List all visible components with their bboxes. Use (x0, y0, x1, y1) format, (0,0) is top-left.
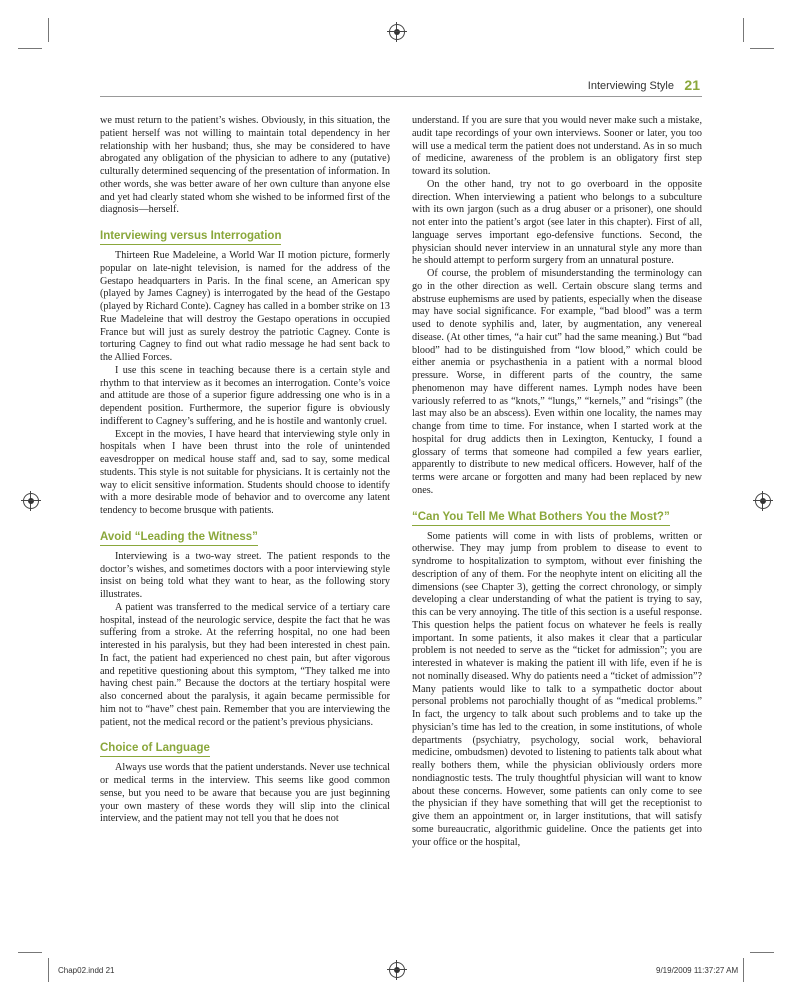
crop-mark (18, 48, 42, 49)
left-column (100, 115, 390, 826)
section-heading-text: Choice of Language (100, 741, 210, 757)
crop-mark (18, 952, 42, 953)
section-heading (100, 229, 390, 245)
section-heading (100, 741, 390, 757)
slug-filename: Chap02.indd 21 (58, 966, 115, 975)
paragraph: Interviewing is a two-way street. The patient responds to the doctor’s wishes, and sometimes doctors with a poor interviewing style insist on being told what they want to hear, as the following story illustrates. (100, 550, 390, 600)
crop-mark (750, 952, 774, 953)
paragraph: we must return to the patient’s wishes. Obviously, in this situation, the patient herself was not willing to maintain total dependency in her relationship with her husband; thus, she may be considered to have abrogated any obligation of the physician to adhere to any (putative) culturally determined sequencing of the presentation of information. In other words, she was better aware of her own culture than anyone else and yet had clearly stated whom she wished to be informed first of the diagnosis—herself. (100, 115, 390, 216)
registration-mark-icon (389, 962, 405, 978)
paragraph: understand. If you are sure that you would never make such a mistake, audit tape recordings of your own interviews. Sooner or later, you too will use a medical term the patient does not understand. As in so much of medicine, awareness of the problem is an obligatory first step toward its solution. (412, 115, 702, 177)
paragraph: On the other hand, try not to go overboard in the opposite direction. When interviewing a patient who belongs to a subculture with its own jargon (such as a drug abuser or a prisoner), one should not enter into the patient’s argot (see later in this chapter). First of all, language serves important ego-defensive functions. Second, the physician should never interview in an unnatural style any more than he should attempt to perform surgery from an unnatural posture. (412, 178, 702, 267)
registration-mark-icon (389, 24, 405, 40)
slug-timestamp: 9/19/2009 11:37:27 AM (656, 966, 739, 975)
paragraph: Always use words that the patient understands. Never use technical or medical terms in the interview. This seems like good common sense, but you need to be aware that because you are just beginning your own mastery of these words they will slip into the clinical interview, and the patient may not tell you that he does not (100, 762, 390, 825)
paragraph: A patient was transferred to the medical service of a tertiary care hospital, instead of the neurologic service, despite the fact that he was suffering from a stroke. At the referring hospital, no one had been interested in his paralysis, but they had been interested in chest pain. In fact, the patient had experienced no chest pain, but after vigorous and repetitive questioning about this symptom, “They talked me into having chest pain.” Because the doctors at the tertiary hospital were also concerned about the paralysis, it again became permissible for him not to “have” chest pain. Remember that you are interviewing the patient, not the medical record or the patient’s previous physicians. (100, 601, 390, 728)
crop-mark (48, 18, 49, 42)
registration-mark-icon (23, 493, 39, 509)
paragraph: Of course, the problem of misunderstanding the terminology can go in the other direction as well. Certain obscure slang terms and abstruse euphemisms are used by patients, especially when the disease may have social significance. For example, “bad blood” was a term used to denote syphilis and, later, by augmentation, any venereal disease. (At other times, “a hair cut” had the same meaning.) But “bad blood” had to be distinguished from “low blood,” which could be either anemia or psychasthenia in a patient with a normal blood pressure. Worse, in different parts of the country, the same phenomenon may have different names. Lymph nodes have been variously referred to as “knots,” “lungs,” “kernels,” and “risings” (the last may also be an abscess). Even within one locality, the names may change from time to time. For instance, when I started work at the hospital for drug addicts then in Lexington, Kentucky, I found a glossary of terms that someone had compiled a few years earlier, apparently to distribute to new medical officers. However, half of the terms were arcane or forgotten and many had been replaced by new ones. (412, 268, 702, 496)
paragraph: Except in the movies, I have heard that interviewing style only in hospitals when I have been thrust into the role of unintended eavesdropper on medical house staff and, sad to say, some medical students. This style is not suitable for physicians. It is certainly not the way to elicit sensitive information. Students should choose to identify with a more desirable mode of behavior and to overcome any latent tendency to become brusque with patients. (100, 428, 390, 516)
right-column (412, 115, 702, 849)
paragraph: Some patients will come in with lists of problems, written or otherwise. They may jump from problem to disease to event to syndrome to hospitalization to symptom, without ever finishing the description of any of them. For the neophyte intent on eliciting all the dimensions (see Chapter 3), getting the correct chronology, or simply developing a clear understanding of what the patient is trying to say, this can be very annoying. The title of this section is a useful response. This question helps the patient focus on whatever he feels is really important. In some patients, it also makes it clear that a particular problem is not needed to serve as the “ticket for admission”; you are interested in whatever is making the patient ill with life, even if he is not nominally diseased. Why do patients need a “ticket of admission”? Many patients would like to talk to a sympathetic doctor about personal problems not parochially thought of as “medical problems.” In fact, the urgency to talk about such problems and to take up the physician’s time has led to the creation, in some institutions, of whole departments (psychiatry, psychology, social work, behavioral medicine, ombudsmen) devoted to listening to patients talk about what really bothers them, while the physician obliviously orders more nondiagnostic tests. The truly thoughtful physician will want to know about these concerns. However, some patients can only come to see the physician if they have something that will get the receptionist to give them an appointment or, in larger institutions, that will satisfy some bureaucratic, algorithmic guideline. Once the patients get into your office or the hospital, (412, 530, 702, 848)
paragraph: Thirteen Rue Madeleine, a World War II motion picture, formerly popular on late-night television, is named for the address of the Gestapo headquarters in Paris. In the final scene, an American spy (played by James Cagney) is interrogated by the head of the Gestapo (played by Richard Conte). Cagney has called in a bomber strike on 13 Rue Madeleine that will destroy the Gestapo operations in occupied France but will just as surely destroy the patriotic Cagney. Conte is torturing Cagney to find out what radio message he had sent back to the Allied Forces. (100, 250, 390, 363)
section-heading-text: Interviewing versus Interrogation (100, 229, 281, 245)
crop-mark (743, 958, 744, 982)
registration-mark-icon (755, 493, 771, 509)
section-heading-text: “Can You Tell Me What Bothers You the Most?” (412, 510, 670, 526)
section-heading (100, 530, 390, 546)
paragraph: I use this scene in teaching because there is a certain style and rhythm to that interview as it becomes an interrogation. Conte’s voice and attitude are those of a superior figure addressing one who is in a dependent position. Furthermore, the superior figure is obviously indifferent to Cagney’s suffering, and he is hostile and wantonly cruel. (100, 364, 390, 427)
crop-mark (48, 958, 49, 982)
crop-mark (743, 18, 744, 42)
section-heading-text: Avoid “Leading the Witness” (100, 530, 258, 546)
header-rule (100, 96, 702, 97)
running-head (100, 77, 702, 97)
page-number: 21 (684, 77, 700, 93)
section-heading (412, 510, 702, 526)
crop-mark (750, 48, 774, 49)
running-head-title: Interviewing Style (587, 80, 674, 92)
